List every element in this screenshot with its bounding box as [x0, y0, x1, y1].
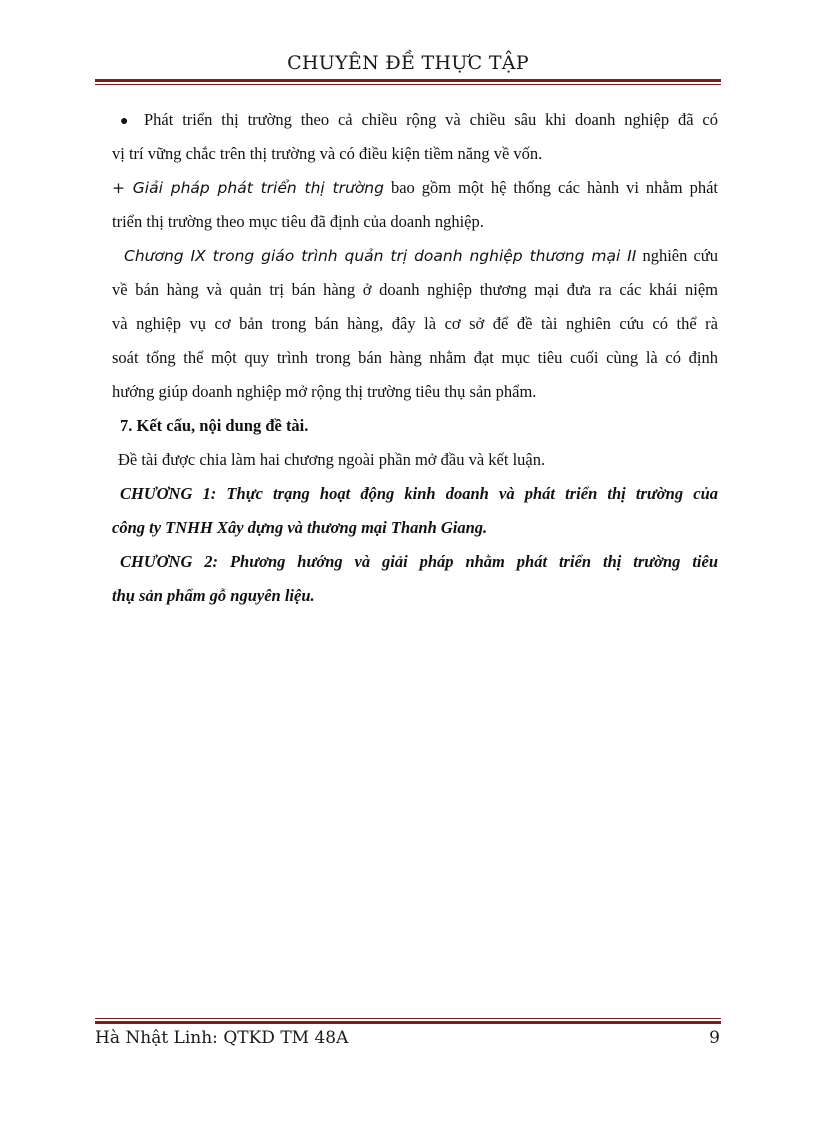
chapter-ix-rest: nghiên cứu [636, 246, 718, 265]
chapter-1-line-2: công ty TNHH Xây dựng và thương mại Thanh Giang. [112, 518, 488, 537]
chapter-2-line-1: CHƯƠNG 2: Phương hướng và giải pháp nhằm phát triển thị trường tiêu [120, 552, 718, 571]
section-heading: 7. Kết cấu, nội dung đề tài. [120, 416, 309, 435]
page-header-title: CHUYÊN ĐỀ THỰC TẬP [287, 52, 529, 74]
bullet-icon: ● [120, 114, 129, 129]
chapter-2-line-2: thụ sản phẩm gỗ nguyên liệu. [112, 586, 315, 605]
bullet-item [118, 103, 718, 137]
footer-author: Hà Nhật Linh: QTKD TM 48A [95, 1028, 349, 1048]
paragraph-solution [112, 171, 718, 205]
solution-italic-phrase: + Giải pháp phát triển thị trường [112, 179, 384, 197]
bullet-line-1: Phát triển thị trường theo cả chiều rộng và chiều sâu khi doanh nghiệp đã có [144, 110, 718, 129]
header-rule [95, 79, 721, 85]
footer-page-number: 9 [709, 1028, 720, 1048]
header-rule-thin [95, 84, 721, 85]
header-rule-thick [95, 79, 721, 82]
footer-rule [95, 1018, 721, 1024]
paragraph-chapter-ix-line-3: và nghiệp vụ cơ bản trong bán hàng, đây là cơ sở để đề tài nghiên cứu có thể rà [112, 314, 718, 333]
solution-rest: bao gồm một hệ thống các hành vi nhằm phát [383, 178, 718, 197]
paragraph-chapter-ix-line-4: soát tổng thể một quy trình trong bán hàng nhằm đạt mục tiêu cuối cùng là có định [112, 348, 718, 367]
chapter-ix-italic-phrase: Chương IX trong giáo trình quản trị doanh nghiệp thương mại II [124, 247, 637, 265]
footer-rule-thick [95, 1021, 721, 1024]
chapter-1-line-1: CHƯƠNG 1: Thực trạng hoạt động kinh doanh và phát triển thị trường của [120, 484, 718, 503]
footer-rule-thin [95, 1018, 721, 1019]
paragraph-structure: Đề tài được chia làm hai chương ngoài phần mở đầu và kết luận. [118, 450, 546, 469]
paragraph-chapter-ix [118, 239, 718, 273]
paragraph-chapter-ix-line-5: hướng giúp doanh nghiệp mở rộng thị trường tiêu thụ sản phẩm. [112, 382, 537, 401]
document-body [112, 103, 718, 613]
paragraph-chapter-ix-line-2: về bán hàng và quản trị bán hàng ở doanh nghiệp thương mại đưa ra các khái niệm [112, 280, 718, 299]
paragraph-solution-line-2: triển thị trường theo mục tiêu đã định của doanh nghiệp. [112, 212, 484, 231]
bullet-line-2: vị trí vững chắc trên thị trường và có điều kiện tiềm năng về vốn. [112, 144, 543, 163]
